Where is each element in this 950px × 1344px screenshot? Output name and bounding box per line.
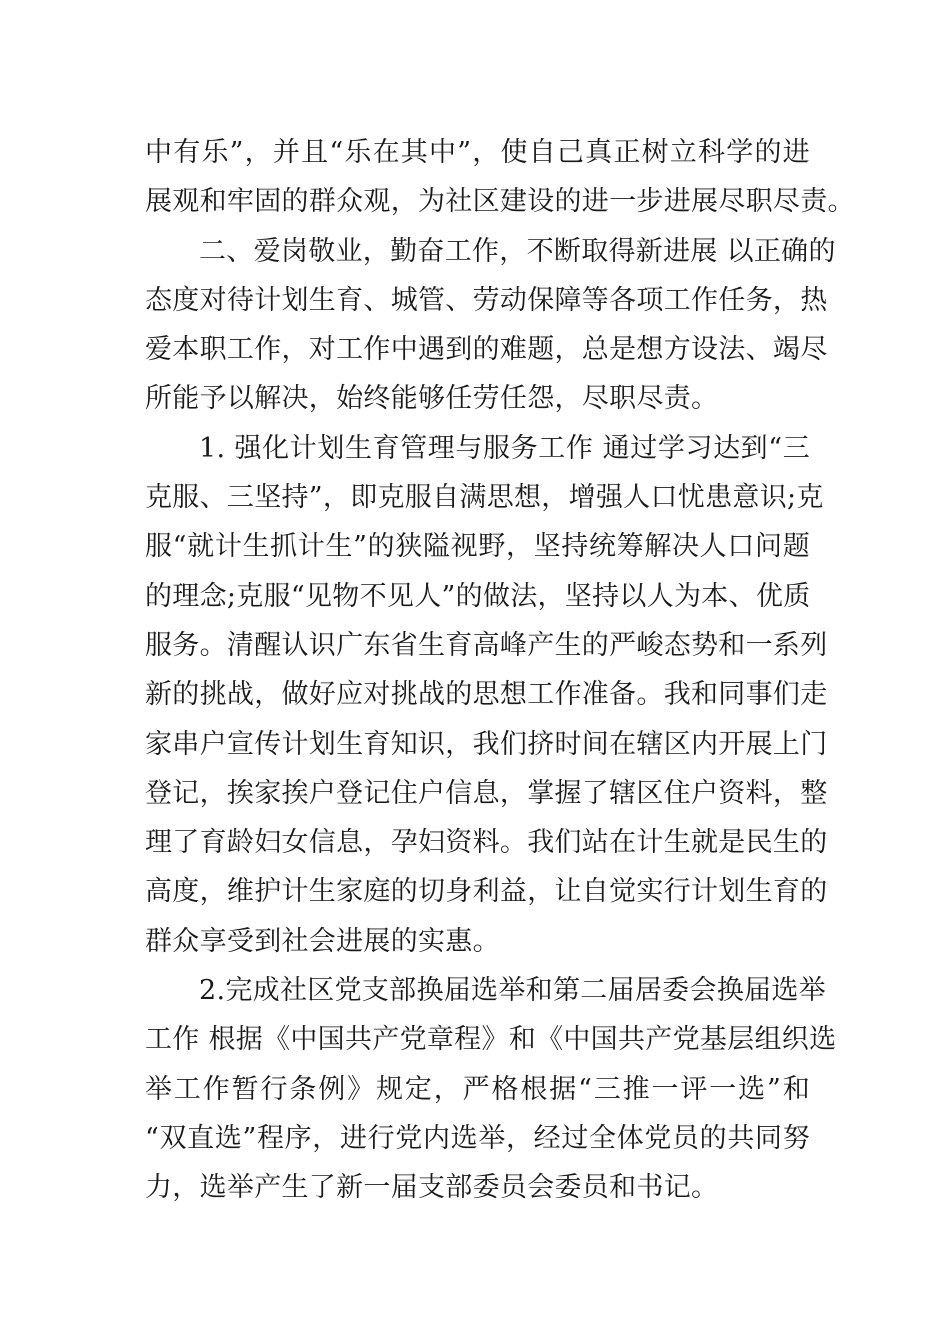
text-line-13: 家串户宣传计划生育知识，我们挤时间在辖区内开展上门: [145, 728, 828, 760]
text-line-22: 力，选举产生了新一届支部委员会委员和书记。: [145, 1172, 719, 1204]
text-line-20: 举工作暂行条例》规定，严格根据“三推一评一选”和: [145, 1073, 810, 1105]
text-line-8: 克服、三坚持”，即克服自满思想，增强人口忧患意识;克: [145, 482, 824, 514]
text-line-9: 服“就计生抓计生”的狭隘视野，坚持统筹解决人口问题: [145, 531, 810, 563]
text-line-19: 工作 根据《中国共产党章程》和《中国共产党基层组织选: [145, 1024, 837, 1056]
text-line-6: 所能予以解决，始终能够任劳任怨，尽职尽责。: [145, 383, 719, 415]
text-line-7: 1. 强化计划生育管理与服务工作 通过学习达到“三: [199, 432, 810, 464]
text-line-14: 登记，挨家挨户登记住户信息，掌握了辖区住户资料，整: [145, 777, 828, 809]
text-line-15: 理了育龄妇女信息，孕妇资料。我们站在计生就是民生的: [145, 827, 828, 859]
text-line-10: 的理念;克服“见物不见人”的做法，坚持以人为本、优质: [145, 580, 811, 612]
text-line-11: 服务。清醒认识广东省生育高峰产生的严峻态势和一系列: [145, 629, 828, 661]
text-line-2: 展观和牢固的群众观，为社区建设的进一步进展尽职尽责。: [145, 186, 855, 218]
text-line-4: 态度对待计划生育、城管、劳动保障等各项工作任务，热: [145, 284, 828, 316]
text-line-17: 群众享受到社会进展的实惠。: [145, 925, 500, 957]
text-line-3: 二、爱岗敬业，勤奋工作，不断取得新进展 以正确的: [199, 235, 836, 267]
body-text: [145, 128, 855, 1213]
text-line-12: 新的挑战，做好应对挑战的思想工作准备。我和同事们走: [145, 679, 828, 711]
text-line-18: 2.完成社区党支部换届选举和第二届居委会换届选举: [199, 975, 826, 1007]
text-line-1: 中有乐”，并且“乐在其中”，使自己真正树立科学的进: [145, 137, 810, 168]
text-line-16: 高度，维护计生家庭的切身利益，让自觉实行计划生育的: [145, 876, 828, 908]
text-line-5: 爱本职工作，对工作中遇到的难题，总是想方设法、竭尽: [145, 334, 828, 366]
text-line-21: “双直选”程序，进行党内选举，经过全体党员的共同努: [145, 1122, 810, 1154]
